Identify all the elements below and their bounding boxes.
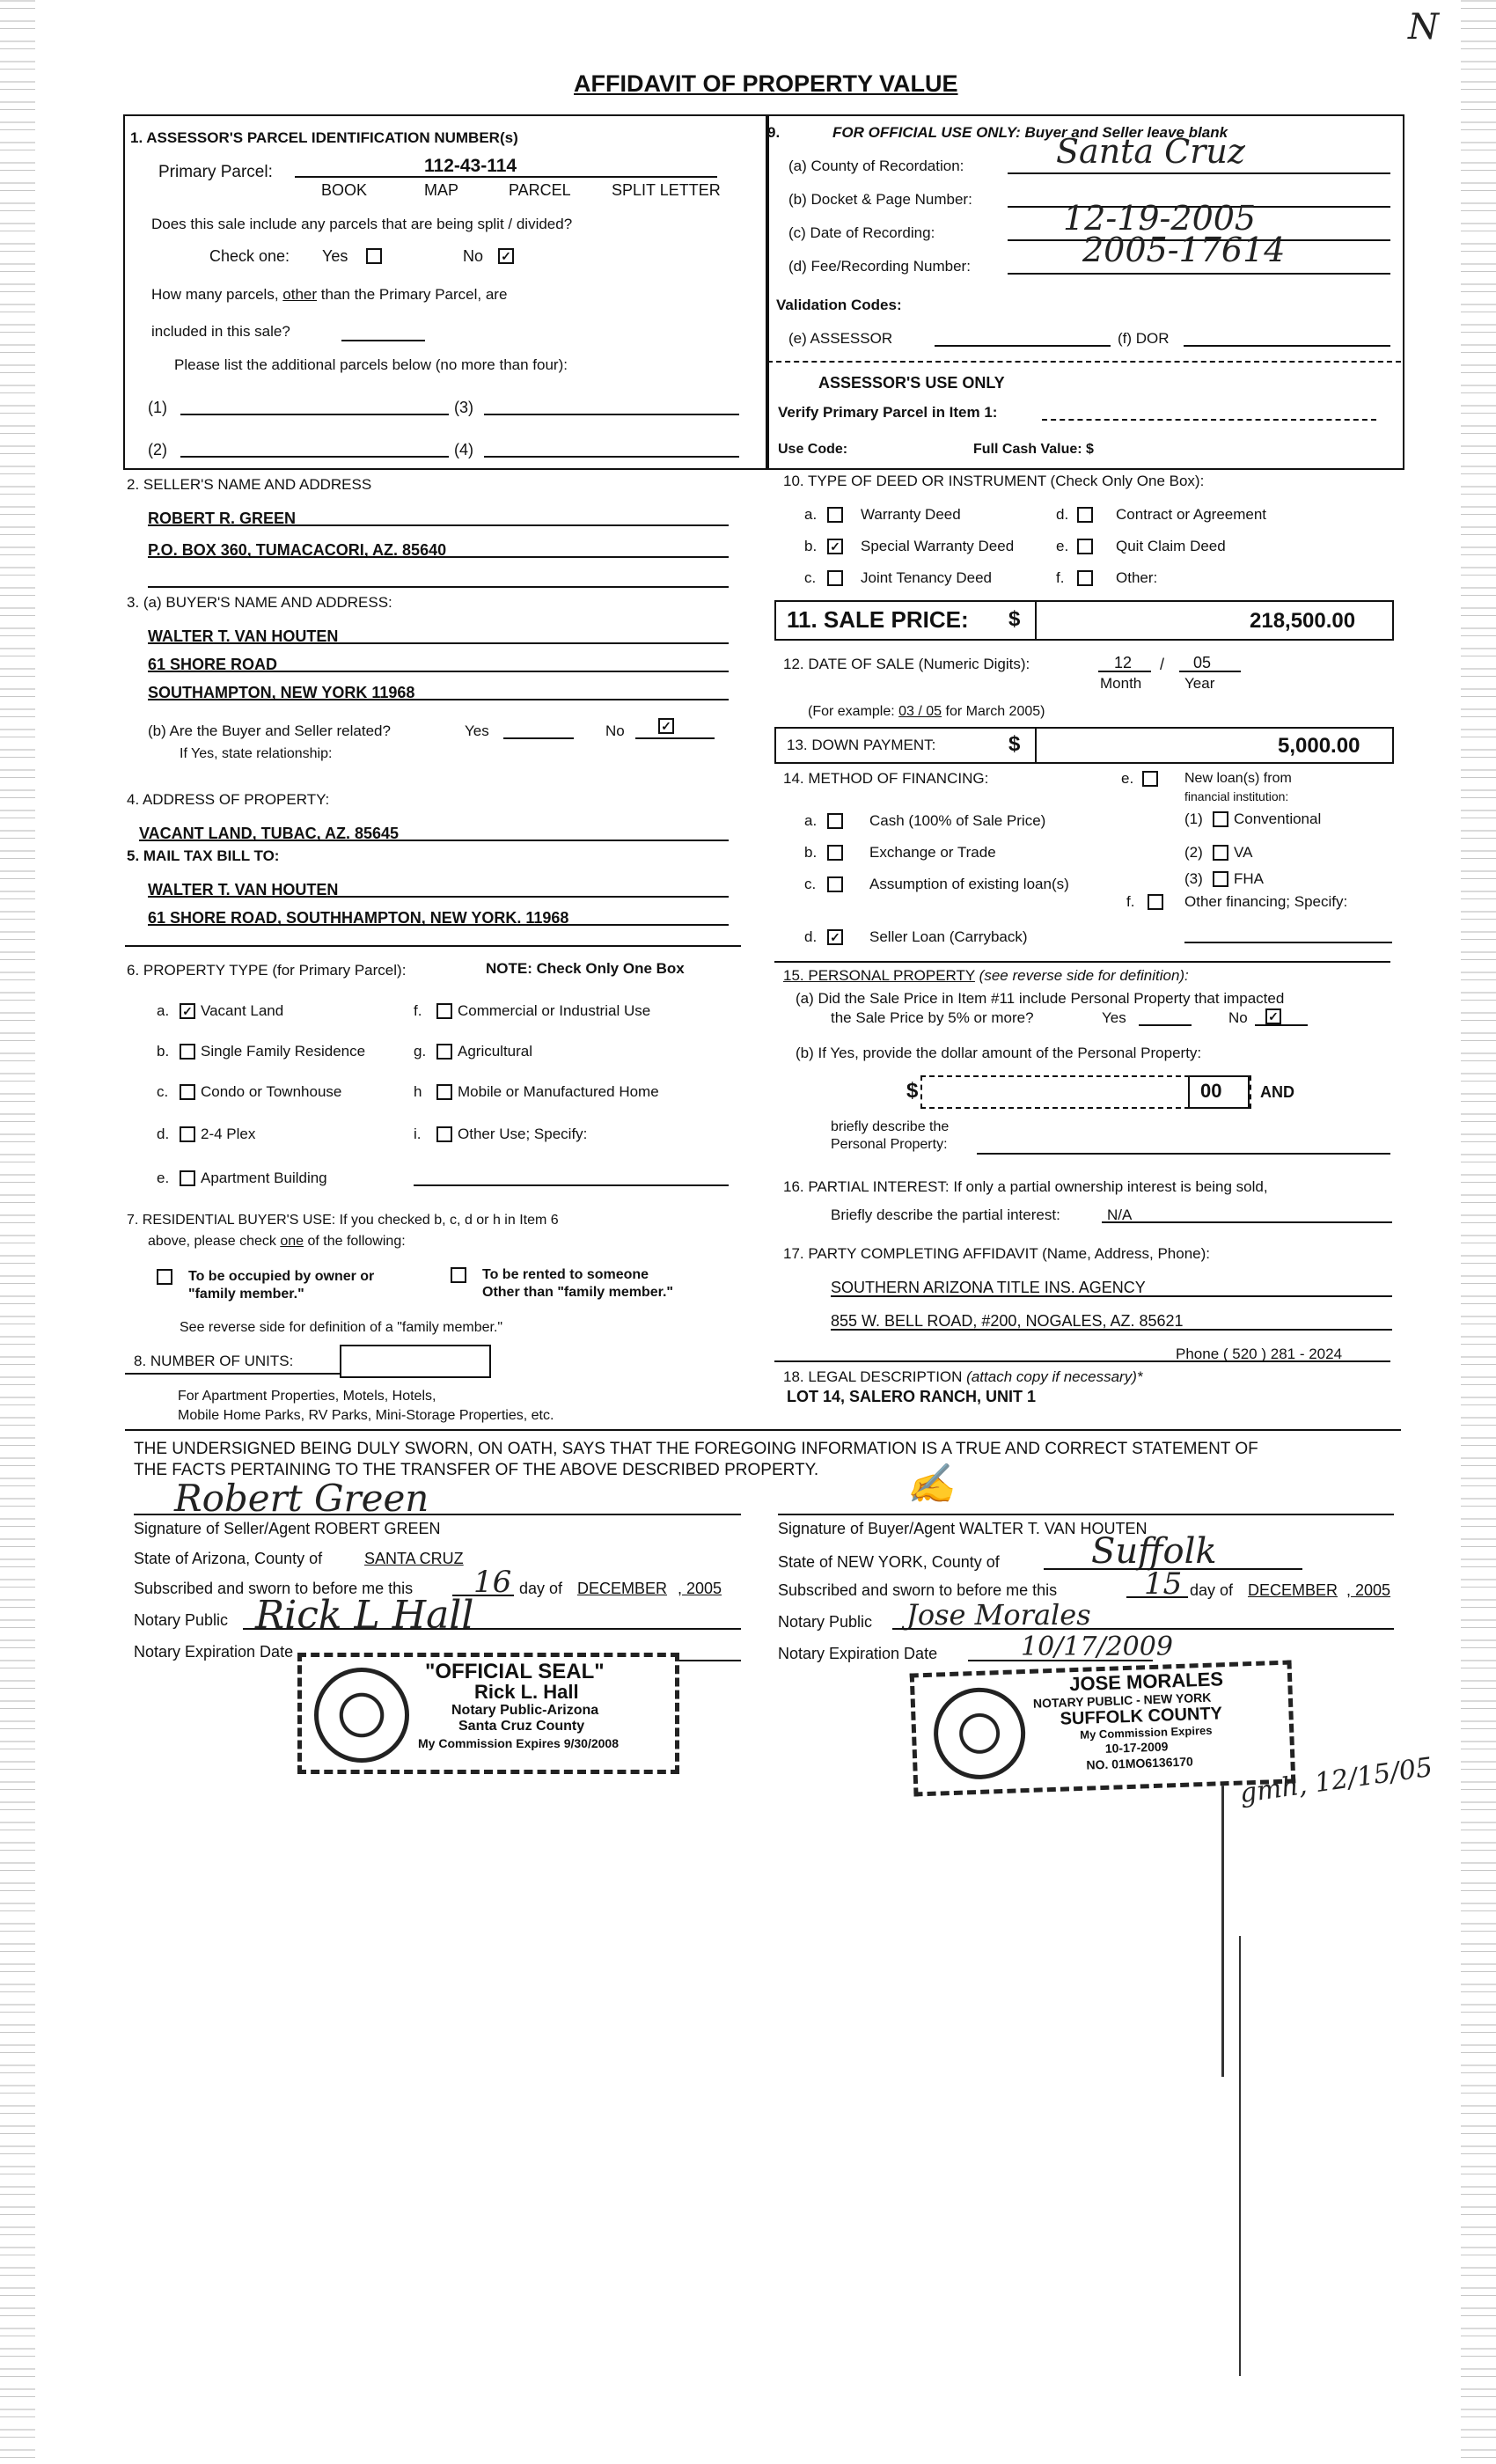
new-york-notary-seal	[910, 1660, 1296, 1796]
seller-sig-label: Signature of Seller/Agent	[134, 1520, 311, 1537]
deed-contract: Contract or Agreement	[1116, 506, 1267, 523]
seller-notary: Notary Public	[134, 1611, 229, 1629]
ny-seal-line-2: NOTARY PUBLIC - NEW YORK	[1032, 1690, 1212, 1711]
down-payment-label: 13. DOWN PAYMENT:	[787, 737, 936, 753]
dor-code-label: (f) DOR	[1118, 330, 1170, 347]
ptype-sfr-checkbox[interactable]	[180, 1044, 195, 1060]
ptype-c-letter: c.	[157, 1083, 169, 1100]
ny-seal-line-1: JOSE MORALES	[1068, 1668, 1224, 1696]
page-title: AFFIDAVIT OF PROPERTY VALUE	[574, 70, 958, 97]
seller-sig-row	[134, 1519, 441, 1538]
primary-parcel-label: Primary Parcel:	[158, 163, 273, 181]
county-recordation-line[interactable]	[1008, 172, 1390, 174]
howmany-q1: How many parcels,	[151, 286, 283, 303]
seller-address-line	[148, 556, 729, 558]
fin-f-letter: f.	[1126, 893, 1135, 910]
party-address-line	[831, 1329, 1392, 1331]
seller-signature-line[interactable]	[134, 1514, 741, 1515]
az-seal-line-4: Santa Cruz County	[458, 1719, 585, 1734]
sale-price-value: 218,500.00	[1250, 609, 1356, 633]
date-example-mid: 03 / 05	[898, 704, 942, 719]
pp-and: AND	[1260, 1083, 1294, 1101]
section-8-heading: 8. NUMBER OF UNITS:	[134, 1353, 294, 1369]
ptype-apartment: Apartment Building	[201, 1170, 327, 1186]
oath-top-rule	[125, 1429, 1401, 1431]
seller-day: 16	[473, 1565, 512, 1600]
buyer-name-line	[148, 642, 729, 644]
assessor-code-label: (e) ASSESSOR	[788, 330, 893, 347]
pp-dollar: $	[906, 1079, 919, 1103]
buyer-name: WALTER T. VAN HOUTEN	[148, 627, 339, 645]
deed-c-letter: c.	[804, 569, 817, 586]
deed-joint-tenancy-checkbox[interactable]	[827, 570, 843, 586]
fin-seller-loan-checkbox[interactable]: ✓	[827, 929, 843, 945]
oath-line-1: THE UNDERSIGNED BEING DULY SWORN, ON OATH, SAYS THAT THE FOREGOING INFORMATION IS A TRUE AND CORRECT STATEMENT OF	[134, 1440, 1258, 1458]
deed-other-checkbox[interactable]	[1077, 570, 1093, 586]
seller-extra-line	[148, 586, 729, 588]
buyer-day: 15	[1144, 1566, 1183, 1602]
tax-bill-address: 61 SHORE ROAD, SOUTHHAMPTON, NEW YORK. 11968	[148, 909, 569, 927]
section-9-heading: FOR OFFICIAL USE ONLY: Buyer and Seller leave blank	[832, 124, 1228, 141]
ptype-d-letter: d.	[157, 1126, 170, 1142]
margin-initials-note: gmh, 12/15/05	[1237, 1751, 1435, 1810]
tax-bill-name: WALTER T. VAN HOUTEN	[148, 881, 339, 898]
fin-seller-loan: Seller Loan (Carryback)	[869, 928, 1028, 945]
howmany-question	[151, 285, 507, 304]
scan-noise-right	[1461, 0, 1496, 2464]
sale-price-divider	[1035, 602, 1037, 639]
deed-contract-checkbox[interactable]	[1077, 507, 1093, 523]
fin-c-letter: c.	[804, 876, 817, 892]
county-recordation-value: Santa Cruz	[1056, 132, 1245, 171]
fin-new-loan-checkbox[interactable]	[1142, 771, 1158, 787]
split-yes-label: Yes	[322, 247, 348, 265]
partial-line	[1102, 1221, 1392, 1223]
use-rented-checkbox[interactable]	[451, 1267, 466, 1283]
oath-line-2: THE FACTS PERTAINING TO THE TRANSFER OF THE ABOVE DESCRIBED PROPERTY.	[134, 1461, 819, 1479]
deed-e-letter: e.	[1056, 538, 1069, 554]
fin-cash: Cash (100% of Sale Price)	[869, 812, 1046, 829]
howmany-other: other	[282, 286, 318, 303]
tax-bill-name-line	[148, 896, 729, 898]
deed-f-letter: f.	[1056, 569, 1065, 586]
buyer-county: Suffolk	[1091, 1531, 1217, 1572]
fin-cash-checkbox[interactable]	[827, 813, 843, 829]
ptype-b-letter: b.	[157, 1043, 170, 1060]
ptype-commercial-checkbox[interactable]	[436, 1003, 452, 1019]
partial-heading: 16. PARTIAL INTEREST:	[783, 1178, 950, 1195]
buyer-expiration: Notary Expiration Date	[778, 1645, 938, 1662]
full-cash-label: Full Cash Value: $	[973, 442, 1094, 457]
deed-d-letter: d.	[1056, 506, 1069, 523]
partial-value: N/A	[1107, 1206, 1133, 1223]
party-phone-line	[774, 1360, 1390, 1362]
col-split: SPLIT LETTER	[612, 181, 721, 199]
parcel-3-label: (3)	[454, 399, 473, 416]
fin-conventional: Conventional	[1234, 810, 1322, 827]
section-7-one: one	[280, 1234, 304, 1249]
validation-codes: Validation Codes:	[776, 297, 902, 313]
party-address: 855 W. BELL ROAD, #200, NOGALES, AZ. 85621	[831, 1312, 1184, 1330]
ny-seal-line-5: 10-17-2009	[1104, 1739, 1169, 1756]
deed-special-warranty: Special Warranty Deed	[861, 538, 1015, 554]
ptype-agricultural: Agricultural	[458, 1043, 533, 1060]
primary-parcel-value: 112-43-114	[424, 156, 517, 176]
ny-seal-line-3: SUFFOLK COUNTY	[1060, 1704, 1223, 1729]
arizona-notary-seal	[297, 1653, 679, 1774]
fin-fha-checkbox[interactable]	[1213, 871, 1228, 887]
use-code-label: Use Code:	[778, 442, 848, 457]
buyer-sig-name: WALTER T. VAN HOUTEN	[959, 1520, 1148, 1537]
units-underline	[125, 1373, 340, 1375]
recording-date-label: (c) Date of Recording:	[788, 224, 935, 241]
section-2-heading: 2. SELLER'S NAME AND ADDRESS	[127, 476, 372, 493]
seller-sig-name: ROBERT GREEN	[314, 1520, 441, 1537]
deed-quitclaim: Quit Claim Deed	[1116, 538, 1226, 554]
relationship-label: If Yes, state relationship:	[180, 746, 333, 761]
down-payment-divider	[1035, 729, 1037, 762]
parcel-4-label: (4)	[454, 441, 473, 458]
related-question: (b) Are the Buyer and Seller related?	[148, 722, 391, 739]
deed-warranty: Warranty Deed	[861, 506, 961, 523]
date-year-line[interactable]	[1179, 671, 1241, 672]
section-1-heading: 1. ASSESSOR'S PARCEL IDENTIFICATION NUMBER(s)	[130, 129, 518, 146]
buyer-expiration-line[interactable]	[968, 1660, 1153, 1661]
col-parcel: PARCEL	[509, 181, 571, 199]
date-of-sale-label: 12. DATE OF SALE (Numeric Digits):	[783, 656, 1030, 672]
az-seal-line-3: Notary Public-Arizona	[451, 1703, 599, 1718]
buyer-day-line[interactable]	[1126, 1596, 1188, 1598]
section-7-line2a: above, please check	[148, 1234, 281, 1249]
party-phone: Phone ( 520 ) 281 - 2024	[1176, 1346, 1343, 1362]
date-year-caption: Year	[1184, 675, 1215, 692]
fin-new-loan-2: financial institution:	[1184, 789, 1289, 803]
ptype-sfr: Single Family Residence	[201, 1043, 366, 1060]
ptype-other: Other Use; Specify:	[458, 1126, 588, 1142]
ptype-g-letter: g.	[414, 1043, 427, 1060]
col-map: MAP	[424, 181, 459, 199]
use-rented-l2: Other than "family member."	[482, 1285, 674, 1300]
seller-day-of: day of	[519, 1580, 563, 1597]
ptype-agricultural-checkbox[interactable]	[436, 1044, 452, 1060]
fin-assumption: Assumption of existing loan(s)	[869, 876, 1069, 892]
deed-other: Other:	[1116, 569, 1158, 586]
deed-special-warranty-checkbox[interactable]: ✓	[827, 539, 843, 554]
check-one-label: Check one:	[209, 247, 290, 265]
split-yes-checkbox[interactable]	[366, 248, 382, 264]
col-book: BOOK	[321, 181, 368, 199]
date-example	[808, 702, 1045, 722]
buyer-notary-signature: Jose Morales	[906, 1598, 1091, 1632]
county-recordation-label: (a) County of Recordation:	[788, 158, 964, 174]
assessor-code-line[interactable]	[935, 345, 1111, 347]
scan-streak-line	[1239, 1936, 1241, 2376]
ptype-mobile-checkbox[interactable]	[436, 1084, 452, 1100]
deed-b-letter: b.	[804, 538, 818, 554]
list-instruction: Please list the additional parcels below (no more than four):	[174, 356, 568, 373]
pp-yes-label: Yes	[1102, 1009, 1126, 1026]
buyer-expiration-value: 10/17/2009	[1021, 1632, 1173, 1662]
ptype-commercial: Commercial or Industrial Use	[458, 1002, 651, 1019]
fin-d-letter: d.	[804, 928, 818, 945]
partial-heading-row	[783, 1177, 1268, 1197]
az-seal-line-1: "OFFICIAL SEAL"	[425, 1660, 605, 1683]
related-no-checkbox[interactable]: ✓	[658, 718, 674, 734]
buyer-sig-label: Signature of Buyer/Agent	[778, 1520, 956, 1537]
ny-seal-line-4: My Commission Expires	[1079, 1723, 1213, 1742]
family-definition: See reverse side for definition of a "family member."	[180, 1320, 503, 1335]
az-seal-line-5: My Commission Expires 9/30/2008	[418, 1736, 619, 1750]
seller-notary-signature: Rick L Hall	[255, 1593, 474, 1638]
pp-q-line1: (a) Did the Sale Price in Item #11 include Personal Property that impacted	[796, 990, 1285, 1007]
buyer-subscribed: Subscribed and sworn to before me this	[778, 1581, 1058, 1599]
use-owner-checkbox[interactable]	[157, 1269, 172, 1285]
fin-e-letter: e.	[1121, 770, 1134, 787]
pp-describe-1: briefly describe the	[831, 1119, 950, 1134]
buyer-month: DECEMBER	[1248, 1581, 1338, 1599]
legal-heading-row	[783, 1368, 1142, 1387]
divider	[767, 361, 1401, 363]
howmany-q2: than the Primary Parcel, are	[317, 286, 508, 303]
related-yes-line[interactable]	[503, 737, 574, 739]
fin-va: VA	[1234, 844, 1253, 861]
seller-expiration: Notary Expiration Date	[134, 1643, 294, 1661]
included-question: included in this sale?	[151, 323, 290, 340]
buyer-address-2-line	[148, 699, 729, 700]
ptype-condo: Condo or Townhouse	[201, 1083, 342, 1100]
split-no-label: No	[463, 247, 484, 265]
fin-other-line[interactable]	[1184, 942, 1392, 943]
parcel-1-line[interactable]	[180, 414, 449, 415]
ptype-mobile: Mobile or Manufactured Home	[458, 1083, 659, 1100]
parcel-line	[295, 176, 717, 178]
section-5-heading: 5. MAIL TAX BILL TO:	[127, 847, 280, 864]
deed-warranty-checkbox[interactable]	[827, 507, 843, 523]
section-4-heading: 4. ADDRESS OF PROPERTY:	[127, 791, 330, 808]
ptype-apartment-checkbox[interactable]	[180, 1170, 195, 1186]
units-box[interactable]	[340, 1345, 491, 1378]
section-10-heading: 10. TYPE OF DEED OR INSTRUMENT (Check Only One Box):	[783, 473, 1205, 489]
financing-heading: 14. METHOD OF FINANCING:	[783, 770, 989, 787]
party-name-line	[831, 1295, 1392, 1297]
use-rented-l1: To be rented to someone	[482, 1267, 649, 1282]
buyer-address-1: 61 SHORE ROAD	[148, 656, 278, 673]
property-address: VACANT LAND, TUBAC, AZ. 85645	[139, 825, 400, 842]
split-question: Does this sale include any parcels that are being split / divided?	[151, 216, 573, 232]
seller-signature: Robert Green	[174, 1477, 429, 1520]
split-no-checkbox[interactable]: ✓	[498, 248, 514, 264]
use-owner-l1: To be occupied by owner or	[188, 1269, 375, 1284]
ptype-vacant-land-checkbox[interactable]: ✓	[180, 1003, 195, 1019]
fin-fha-num: (3)	[1184, 870, 1203, 887]
parcel-4-line[interactable]	[484, 456, 739, 458]
down-payment-value: 5,000.00	[1278, 734, 1360, 758]
party-heading: 17. PARTY COMPLETING AFFIDAVIT (Name, Address, Phone):	[783, 1245, 1210, 1262]
sale-price-dollar: $	[1008, 607, 1021, 631]
buyer-address-1-line	[148, 671, 729, 672]
buyer-year: , 2005	[1346, 1581, 1391, 1599]
fee-number-label: (d) Fee/Recording Number:	[788, 258, 971, 275]
fin-va-num: (2)	[1184, 844, 1203, 861]
down-payment-dollar: $	[1008, 732, 1021, 756]
use-owner-l2: "family member."	[188, 1287, 304, 1302]
date-example-b: for March 2005)	[942, 704, 1045, 719]
date-of-sale-month: 12	[1114, 654, 1133, 671]
ptype-h-letter: h	[414, 1083, 422, 1100]
related-no-line[interactable]	[635, 737, 715, 739]
fee-number-line[interactable]	[1008, 273, 1390, 275]
pp-q-line2: the Sale Price by 5% or more?	[831, 1009, 1034, 1026]
recording-date-value: 12-19-2005	[1063, 199, 1257, 238]
ptype-i-letter: i.	[414, 1126, 422, 1142]
fin-other: Other financing; Specify:	[1184, 893, 1348, 910]
fin-conventional-num: (1)	[1184, 810, 1203, 827]
parcel-3-line[interactable]	[484, 414, 739, 415]
fin-other-checkbox[interactable]	[1148, 894, 1163, 910]
partial-describe: Briefly describe the partial interest:	[831, 1206, 1060, 1223]
fin-b-letter: b.	[804, 844, 818, 861]
legal-heading: 18. LEGAL DESCRIPTION	[783, 1368, 963, 1385]
ptype-other-checkbox[interactable]	[436, 1126, 452, 1142]
parcel-2-label: (2)	[148, 441, 167, 458]
deed-quitclaim-checkbox[interactable]	[1077, 539, 1093, 554]
ptype-f-letter: f.	[414, 1002, 422, 1019]
related-no-label: No	[605, 722, 625, 739]
tax-bill-address-line	[148, 924, 729, 926]
parcel-1-label: (1)	[148, 399, 167, 416]
seller-name-line	[148, 524, 729, 526]
fee-number-value: 2005-17614	[1082, 231, 1286, 269]
pp-describe-2: Personal Property:	[831, 1137, 948, 1152]
pp-no-checkbox[interactable]: ✓	[1265, 1008, 1281, 1024]
ptype-plex: 2-4 Plex	[201, 1126, 256, 1142]
seller-year: , 2005	[678, 1580, 722, 1597]
seller-county: SANTA CRUZ	[364, 1550, 464, 1567]
pp-heading-note: (see reverse side for definition):	[979, 967, 1189, 984]
az-seal-line-2: Rick L. Hall	[474, 1681, 579, 1703]
seller-address: P.O. BOX 360, TUMACACORI, AZ. 85640	[148, 541, 447, 559]
related-yes-label: Yes	[465, 722, 489, 739]
pp-yes-line[interactable]	[1139, 1024, 1192, 1026]
section-7-line2b: of the following:	[304, 1234, 406, 1249]
buyer-day-of: day of	[1190, 1581, 1234, 1599]
legal-heading-note: (attach copy if necessary)*	[966, 1368, 1143, 1385]
buyer-signature: ✍	[906, 1462, 955, 1507]
state-seal-icon	[932, 1686, 1027, 1781]
date-month-caption: Month	[1100, 675, 1142, 692]
buyer-notary-line[interactable]	[892, 1628, 1394, 1630]
ptype-condo-checkbox[interactable]	[180, 1084, 195, 1100]
property-address-line	[139, 840, 729, 841]
ptype-other-line[interactable]	[414, 1184, 729, 1186]
buyer-signature-line[interactable]	[778, 1514, 1394, 1515]
assessor-use-only: ASSESSOR'S USE ONLY	[818, 374, 1005, 392]
state-seal-icon	[314, 1668, 409, 1763]
ptype-plex-checkbox[interactable]	[180, 1126, 195, 1142]
seller-subscribed: Subscribed and sworn to before me this	[134, 1580, 414, 1597]
partial-heading-note: If only a partial ownership interest is being sold,	[953, 1178, 1268, 1195]
section-6-heading: 6. PROPERTY TYPE (for Primary Parcel):	[127, 962, 407, 979]
fin-exchange: Exchange or Trade	[869, 844, 996, 861]
pp-heading-row	[783, 966, 1189, 986]
legal-description: LOT 14, SALERO RANCH, UNIT 1	[787, 1388, 1037, 1405]
seller-month: DECEMBER	[577, 1580, 668, 1597]
corner-mark: N	[1408, 7, 1439, 48]
pp-no-label: No	[1228, 1009, 1248, 1026]
date-of-sale-year: 05	[1193, 654, 1212, 671]
parcel-2-line[interactable]	[180, 456, 449, 458]
ptype-vacant-land: Vacant Land	[201, 1002, 284, 1019]
deed-joint-tenancy: Joint Tenancy Deed	[861, 569, 993, 586]
fin-assumption-checkbox[interactable]	[827, 876, 843, 892]
fin-conventional-checkbox[interactable]	[1213, 811, 1228, 827]
pp-heading: 15. PERSONAL PROPERTY	[783, 967, 975, 984]
buyer-state: State of NEW YORK, County of	[778, 1553, 1000, 1571]
verify-line[interactable]	[1042, 419, 1376, 421]
date-month-line[interactable]	[1098, 671, 1151, 672]
dor-code-line[interactable]	[1184, 345, 1390, 347]
section-9-num: 9.	[767, 124, 781, 141]
date-of-sale-slash: /	[1160, 656, 1165, 673]
verify-primary-label: Verify Primary Parcel in Item 1:	[778, 404, 998, 421]
included-line	[341, 340, 425, 341]
fin-fha: FHA	[1234, 870, 1264, 887]
units-note-1: For Apartment Properties, Motels, Hotels,	[178, 1389, 436, 1404]
buyer-notary: Notary Public	[778, 1613, 873, 1631]
seller-notary-line[interactable]	[243, 1628, 741, 1630]
sale-price-label: 11. SALE PRICE:	[787, 606, 969, 633]
ny-seal-line-6: NO. 01MO6136170	[1086, 1754, 1194, 1772]
section-divider	[125, 945, 741, 947]
pp-cents: 00	[1200, 1080, 1222, 1102]
section-7-line2	[148, 1232, 406, 1251]
section-divider	[774, 961, 1390, 963]
party-name: SOUTHERN ARIZONA TITLE INS. AGENCY	[831, 1279, 1146, 1296]
section-3-heading: 3. (a) BUYER'S NAME AND ADDRESS:	[127, 594, 392, 611]
pp-describe-line[interactable]	[977, 1153, 1390, 1155]
pp-amount-label: (b) If Yes, provide the dollar amount of the Personal Property:	[796, 1045, 1202, 1061]
seller-state: State of Arizona, County of	[134, 1550, 323, 1567]
units-note-2: Mobile Home Parks, RV Parks, Mini-Storage Properties, etc.	[178, 1408, 554, 1423]
fin-a-letter: a.	[804, 812, 818, 829]
date-example-a: (For example:	[808, 704, 899, 719]
section-6-note: NOTE: Check Only One Box	[486, 960, 685, 977]
docket-label: (b) Docket & Page Number:	[788, 191, 972, 208]
fin-exchange-checkbox[interactable]	[827, 845, 843, 861]
fin-new-loan-1: New loan(s) from	[1184, 771, 1292, 786]
pp-no-line[interactable]	[1255, 1024, 1308, 1026]
ptype-a-letter: a.	[157, 1002, 170, 1019]
section-7-heading: 7. RESIDENTIAL BUYER'S USE: If you checked b, c, d or h in Item 6	[127, 1213, 559, 1228]
deed-a-letter: a.	[804, 506, 818, 523]
ptype-e-letter: e.	[157, 1170, 170, 1186]
scan-noise-left	[0, 0, 35, 2464]
seller-name: ROBERT R. GREEN	[148, 510, 297, 527]
buyer-address-2: SOUTHAMPTON, NEW YORK 11968	[148, 684, 415, 701]
fin-va-checkbox[interactable]	[1213, 845, 1228, 861]
